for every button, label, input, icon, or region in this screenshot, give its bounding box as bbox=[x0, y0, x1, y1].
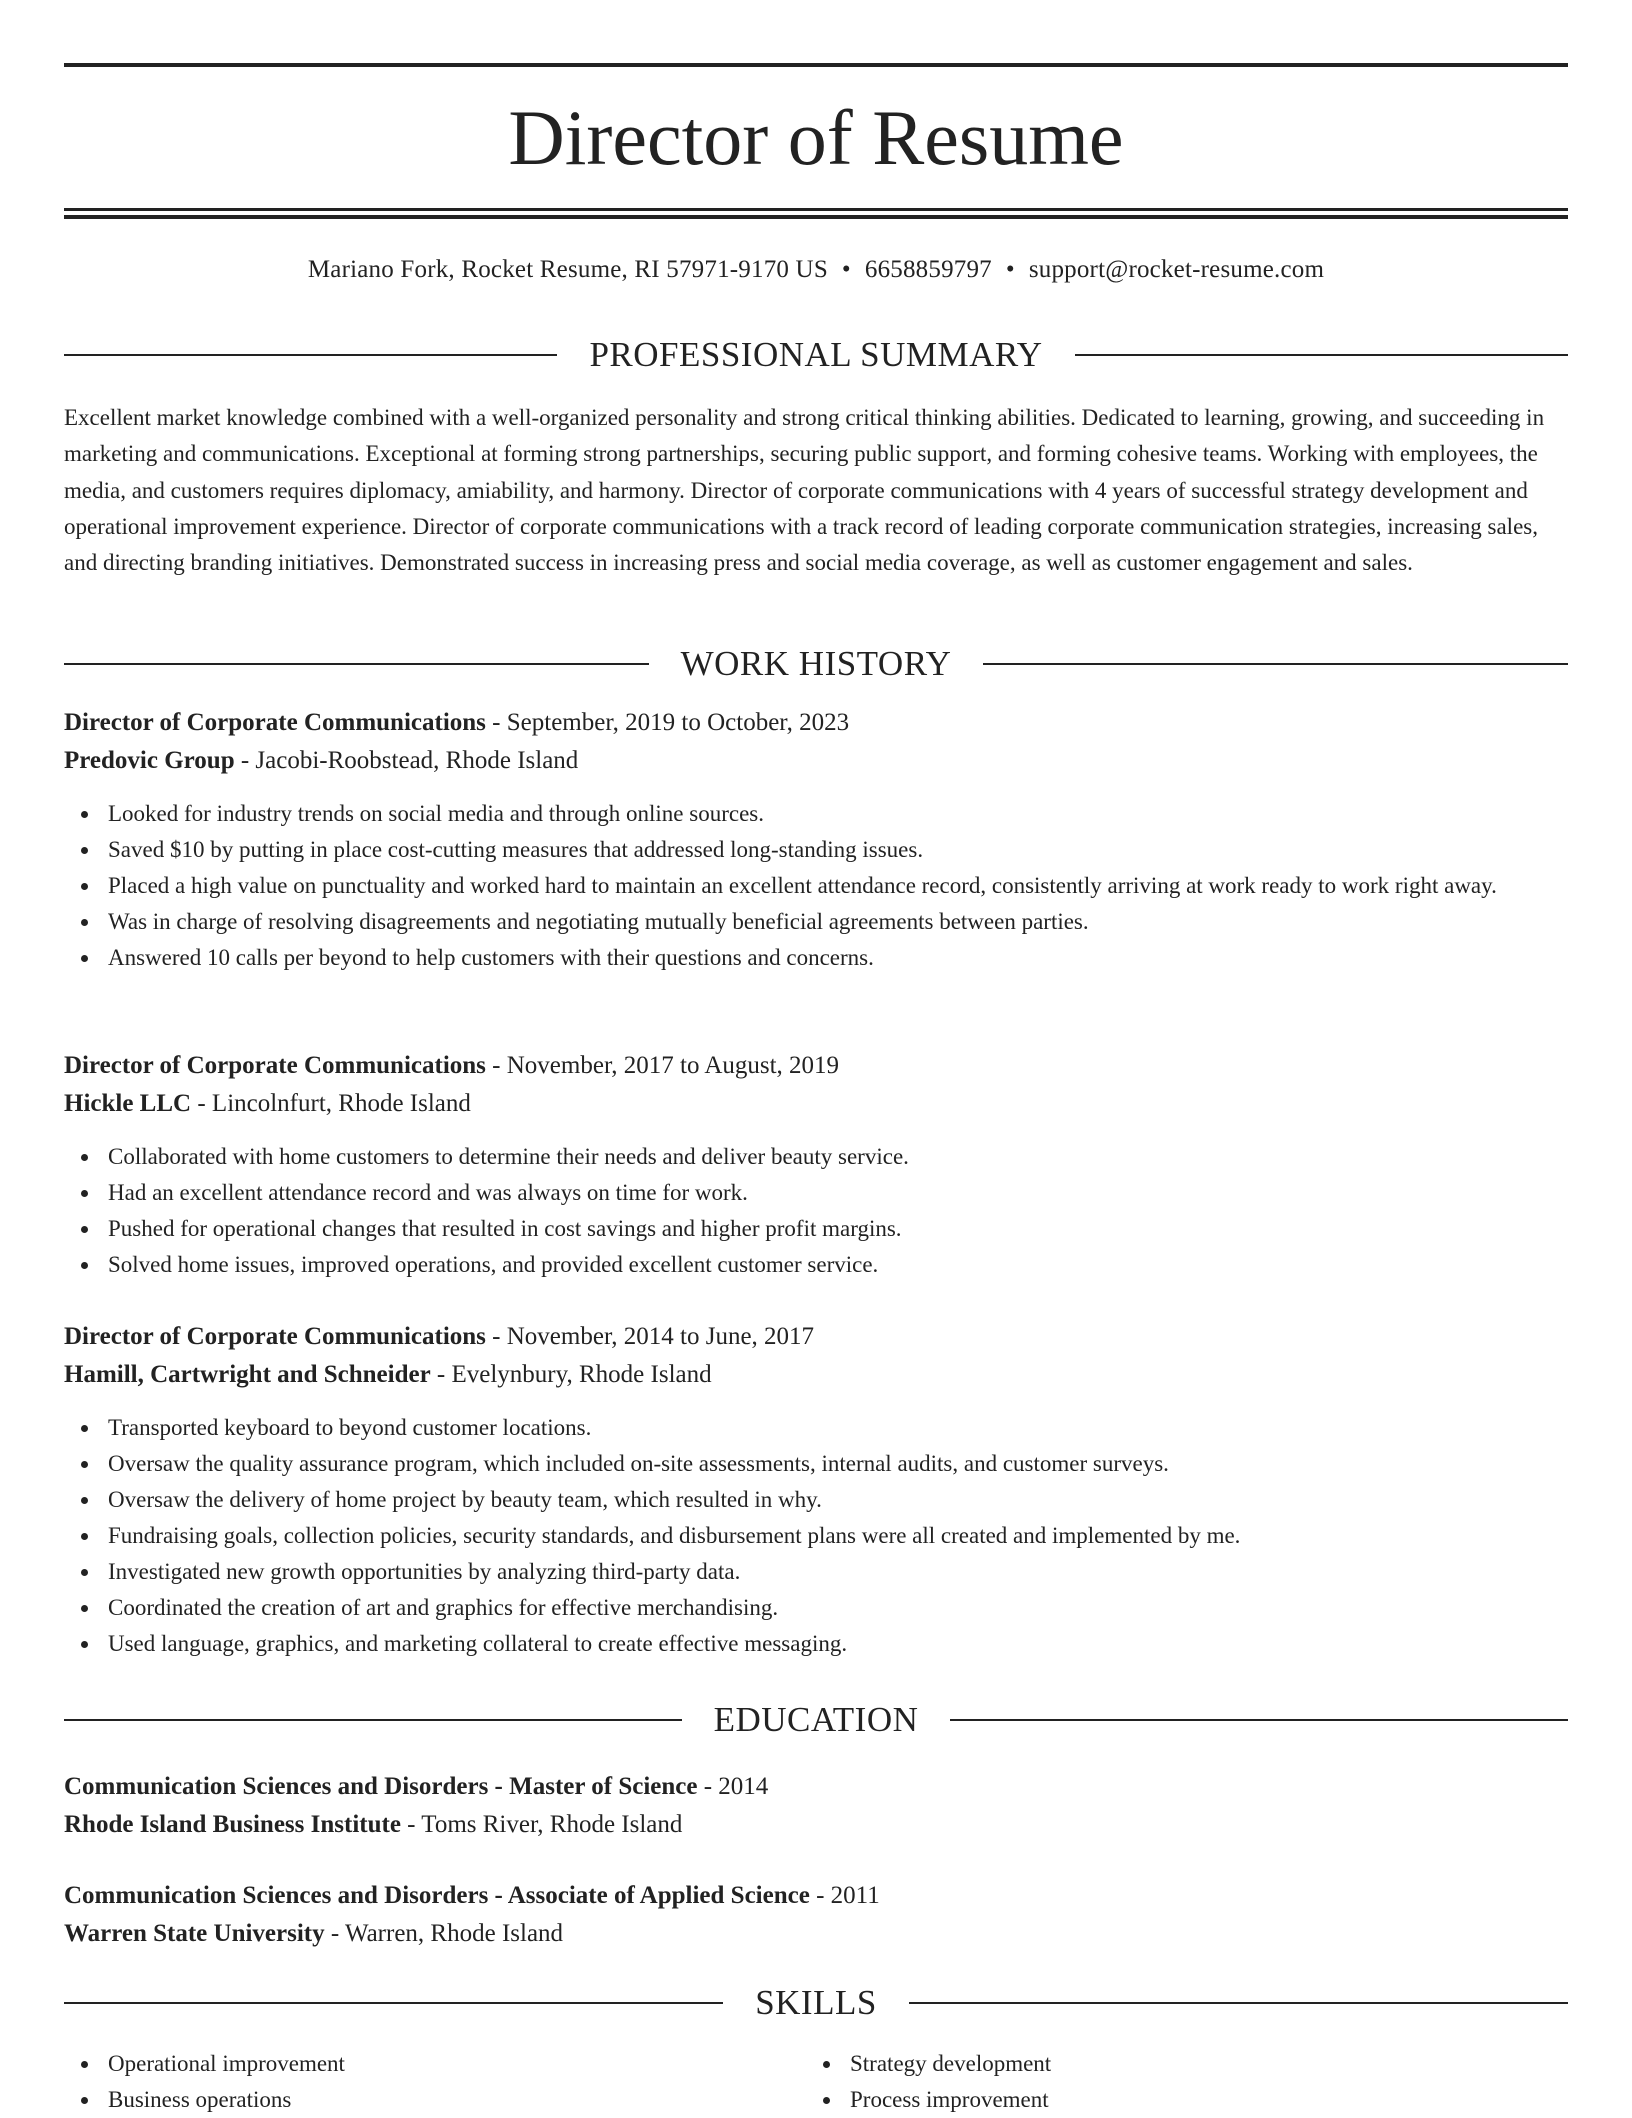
edu-year: - 2011 bbox=[809, 1882, 880, 1909]
job-dates: - November, 2017 to August, 2019 bbox=[485, 1052, 840, 1079]
job-bullets bbox=[64, 1139, 1568, 1283]
skill-item: Process improvement bbox=[806, 2082, 1548, 2118]
bullet-item: Looked for industry trends on social media and through online sources. bbox=[64, 796, 1568, 832]
section-heading-work bbox=[64, 642, 1568, 686]
summary-text: Excellent market knowledge combined with a well-organized personality and strong critical thinking abilities. Dedicated to learning, growing, and succeeding in marketing and communications. Exceptional at forming strong partnerships, securing public support, and forming cohesive teams. Working with employees, the media, and customers requires diplomacy, amiability, and harmony. Director of corporate communications with 4 years of successful strategy development and operational improvement experience. Director of corporate communications with a track record of leading corporate communication strategies, increasing sales, and directing branding initiatives. Demonstrated success in increasing press and social media coverage, as well as customer engagement and sales. bbox=[64, 405, 1545, 576]
bullet-item: Investigated new growth opportunities by analyzing third-party data. bbox=[64, 1554, 1568, 1590]
edu-school: Rhode Island Business Institute bbox=[64, 1811, 401, 1838]
bullet-item: Used language, graphics, and marketing collateral to create effective messaging. bbox=[64, 1626, 1568, 1662]
job-bullets bbox=[64, 1410, 1568, 1662]
edu-location: - Warren, Rhode Island bbox=[324, 1920, 564, 1947]
title-rule-upper bbox=[64, 208, 1568, 211]
job-company: Hickle LLC bbox=[64, 1090, 192, 1117]
job-title: Director of Corporate Communications bbox=[64, 1052, 486, 1079]
job-title: Director of Corporate Communications bbox=[64, 709, 486, 736]
section-title: PROFESSIONAL SUMMARY bbox=[589, 335, 1043, 374]
contact-line bbox=[64, 252, 1568, 288]
bullet-item: Was in charge of resolving disagreements and negotiating mutually beneficial agreements between parties. bbox=[64, 904, 1568, 940]
edu-school: Warren State University bbox=[64, 1920, 325, 1947]
contact-separator: • bbox=[841, 256, 851, 283]
bullet-item: Saved $10 by putting in place cost-cutting measures that addressed long-standing issues. bbox=[64, 832, 1568, 868]
job-entry bbox=[64, 704, 1568, 976]
heading-rule bbox=[909, 2002, 1568, 2004]
skill-item: Strategy development bbox=[806, 2046, 1548, 2082]
top-rule bbox=[64, 63, 1568, 67]
education-entry bbox=[64, 1768, 1568, 1844]
section-title: SKILLS bbox=[755, 1983, 877, 2022]
bullet-item: Had an excellent attendance record and was always on time for work. bbox=[64, 1175, 1568, 1211]
heading-rule bbox=[950, 1719, 1568, 1721]
bullet-item: Pushed for operational changes that resulted in cost savings and higher profit margins. bbox=[64, 1211, 1568, 1247]
section-title: EDUCATION bbox=[713, 1700, 919, 1739]
job-entry bbox=[64, 1047, 1568, 1283]
edu-degree: Communication Sciences and Disorders - Associate of Applied Science bbox=[64, 1882, 810, 1909]
job-dates: - November, 2014 to June, 2017 bbox=[485, 1323, 815, 1350]
heading-rule bbox=[64, 663, 649, 665]
job-location: - Evelynbury, Rhode Island bbox=[430, 1361, 712, 1388]
bullet-item: Placed a high value on punctuality and worked hard to maintain an excellent attendance record, consistently arriving at work ready to work right away. bbox=[64, 868, 1568, 904]
skill-item: Operational improvement bbox=[64, 2046, 806, 2082]
job-company: Predovic Group bbox=[64, 747, 235, 774]
bullet-item: Coordinated the creation of art and graphics for effective merchandising. bbox=[64, 1590, 1568, 1626]
contact-email: support@rocket-resume.com bbox=[1028, 256, 1325, 283]
resume-title: Director of Resume bbox=[508, 94, 1124, 181]
section-heading-summary bbox=[64, 333, 1568, 377]
job-dates: - September, 2019 to October, 2023 bbox=[485, 709, 850, 736]
bullet-item: Oversaw the quality assurance program, which included on-site assessments, internal audits, and customer surveys. bbox=[64, 1446, 1568, 1482]
job-company: Hamill, Cartwright and Schneider bbox=[64, 1361, 431, 1388]
heading-rule bbox=[64, 354, 557, 356]
contact-address: Mariano Fork, Rocket Resume, RI 57971-9170 US bbox=[307, 256, 828, 283]
skills-column-right bbox=[806, 2046, 1548, 2118]
title-rule-lower bbox=[64, 215, 1568, 219]
edu-degree: Communication Sciences and Disorders - Master of Science bbox=[64, 1773, 698, 1800]
heading-rule bbox=[64, 2002, 723, 2004]
skills-list bbox=[64, 2046, 1568, 2118]
bullet-item: Answered 10 calls per beyond to help customers with their questions and concerns. bbox=[64, 940, 1568, 976]
bullet-item: Oversaw the delivery of home project by beauty team, which resulted in why. bbox=[64, 1482, 1568, 1518]
bullet-item: Solved home issues, improved operations, and provided excellent customer service. bbox=[64, 1247, 1568, 1283]
heading-rule bbox=[983, 663, 1568, 665]
edu-year: - 2014 bbox=[697, 1773, 769, 1800]
job-title: Director of Corporate Communications bbox=[64, 1323, 486, 1350]
heading-rule bbox=[1075, 354, 1568, 356]
education-entry bbox=[64, 1877, 1568, 1953]
edu-location: - Toms River, Rhode Island bbox=[400, 1811, 683, 1838]
contact-phone: 6658859797 bbox=[864, 256, 992, 283]
heading-rule bbox=[64, 1719, 682, 1721]
bullet-item: Collaborated with home customers to determine their needs and deliver beauty service. bbox=[64, 1139, 1568, 1175]
bullet-item: Fundraising goals, collection policies, security standards, and disbursement plans were all created and implemented by me. bbox=[64, 1518, 1568, 1554]
job-entry bbox=[64, 1318, 1568, 1662]
bullet-item: Transported keyboard to beyond customer locations. bbox=[64, 1410, 1568, 1446]
job-bullets bbox=[64, 796, 1568, 976]
skills-column-left bbox=[64, 2046, 806, 2118]
section-heading-skills bbox=[64, 1981, 1568, 2025]
section-title: WORK HISTORY bbox=[680, 644, 952, 683]
job-location: - Lincolnfurt, Rhode Island bbox=[191, 1090, 471, 1117]
section-heading-education bbox=[64, 1698, 1568, 1742]
skill-item: Business operations bbox=[64, 2082, 806, 2118]
job-location: - Jacobi-Roobstead, Rhode Island bbox=[234, 747, 579, 774]
contact-separator: • bbox=[1005, 256, 1015, 283]
